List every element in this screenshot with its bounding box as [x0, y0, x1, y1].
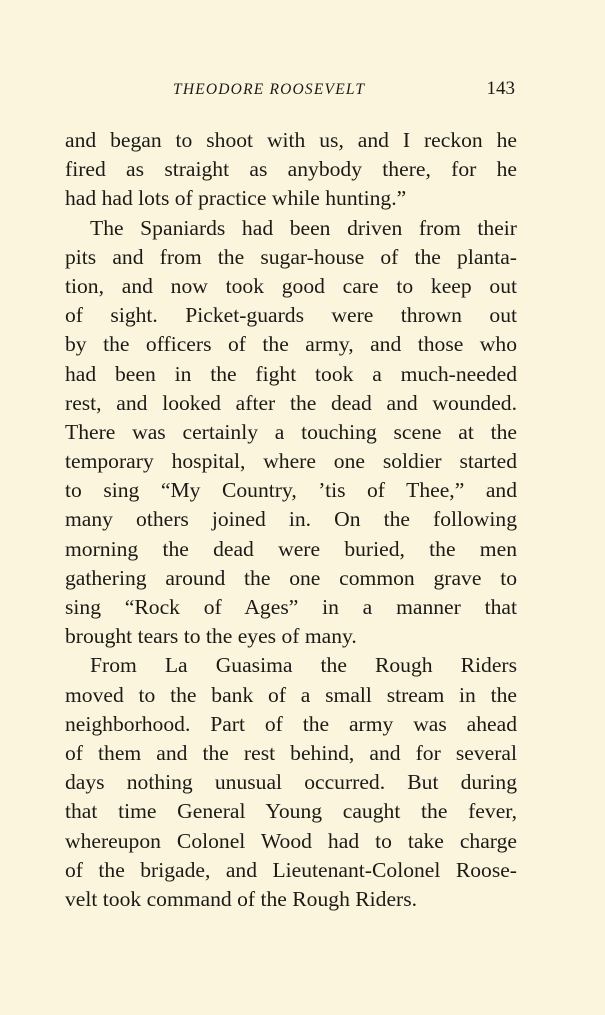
text-line: days nothing unusual occurred. But during	[65, 770, 517, 795]
text-line: of them and the rest behind, and for several	[65, 740, 517, 765]
text-line: of the brigade, and Lieutenant-Colonel Roose-	[65, 857, 517, 882]
text-line: From La Guasima the Rough Riders	[90, 653, 517, 678]
text-line: temporary hospital, where one soldier started	[65, 449, 517, 474]
text-line: whereupon Colonel Wood had to take charge	[65, 828, 517, 853]
text-line: had been in the fight took a much-needed	[65, 361, 517, 386]
text-line: that time General Young caught the fever,	[65, 799, 517, 824]
text-line: by the officers of the army, and those who	[65, 332, 517, 357]
text-line: The Spaniards had been driven from their	[90, 215, 517, 240]
text-line: moved to the bank of a small stream in the	[65, 682, 517, 707]
page-number: 143	[486, 78, 515, 99]
text-line: velt took command of the Rough Riders.	[65, 886, 418, 911]
text-line: tion, and now took good care to keep out	[65, 273, 517, 298]
text-line: pits and from the sugar-house of the planta-	[65, 244, 517, 269]
text-line: and began to shoot with us, and I reckon he	[65, 128, 517, 152]
page-header	[65, 80, 515, 104]
running-title: THEODORE ROOSEVELT	[173, 81, 366, 98]
body-text	[65, 126, 517, 914]
text-line: of sight. Picket-guards were thrown out	[65, 303, 517, 328]
text-line: morning the dead were buried, the men	[65, 536, 517, 561]
text-line: gathering around the one common grave to	[65, 565, 517, 590]
text-line: to sing “My Country, ’tis of Thee,” and	[65, 478, 517, 503]
text-line: brought tears to the eyes of many.	[65, 624, 357, 649]
text-line: fired as straight as anybody there, for he	[65, 157, 517, 182]
text-line: rest, and looked after the dead and wounded.	[65, 390, 517, 415]
text-line: had had lots of practice while hunting.”	[65, 186, 407, 211]
text-line: sing “Rock of Ages” in a manner that	[65, 595, 517, 619]
text-line: There was certainly a touching scene at the	[65, 419, 517, 444]
text-line: neighborhood. Part of the army was ahead	[65, 711, 517, 736]
text-line: many others joined in. On the following	[65, 507, 517, 532]
